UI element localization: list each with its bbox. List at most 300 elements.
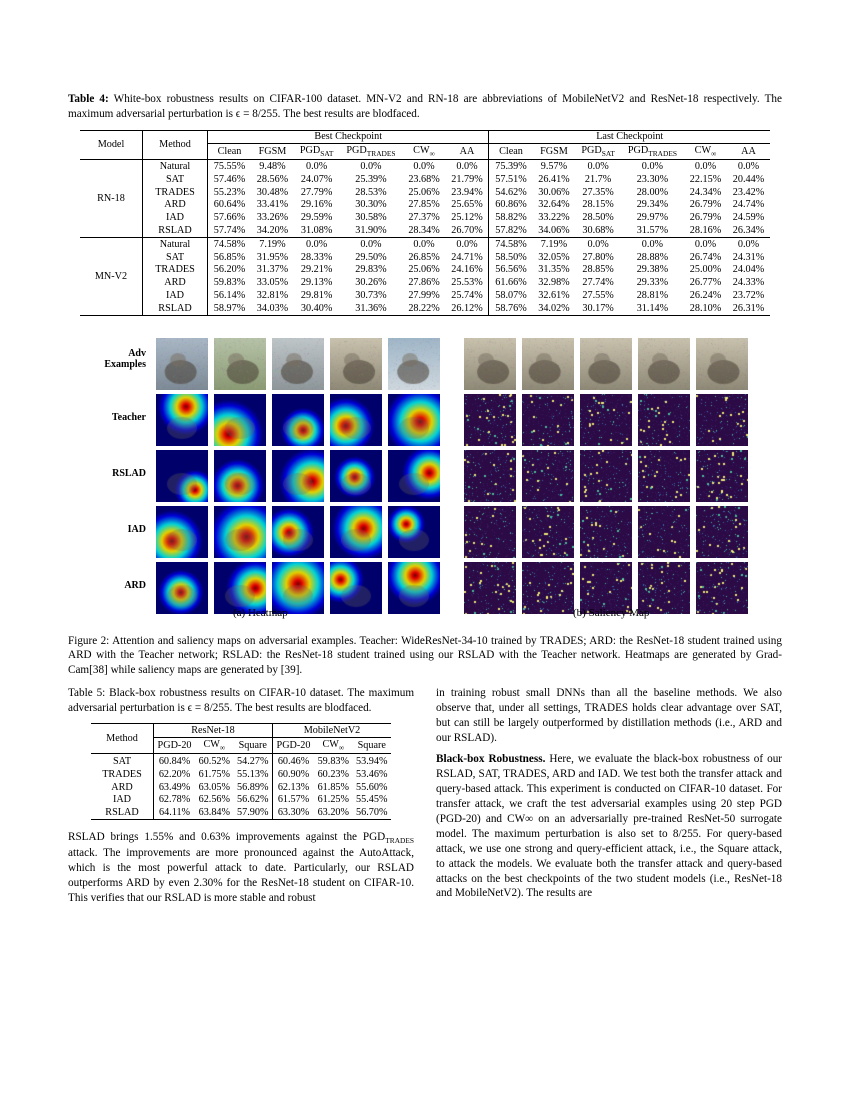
table4 — [68, 130, 782, 316]
table4-value-cell: 24.59% — [732, 212, 765, 224]
figure2-caption-text: Attention and saliency maps on adversarial examples. Teacher: WideResNet-34-10 trained by TRADES; ARD: the ResNet-18 student trained using ARD with the Teacher network; RSLAD: the ResNet-18 student trained using our RSLAD with the Teacher network. Heatmaps are generated by Grad-Cam[38] while saliency maps are generated by [39]. — [68, 634, 782, 677]
table4-value-cell: 9.48% — [259, 161, 286, 173]
table4-value-cell: 60.64% — [208, 199, 252, 212]
table5 — [91, 723, 391, 820]
table5-value-cell: 55.13% — [237, 768, 269, 780]
saliency-map-image — [638, 450, 690, 502]
heatmap-image — [388, 562, 440, 614]
table-row — [80, 263, 770, 276]
table4-value-cell: 34.20% — [251, 224, 294, 237]
adversarial-example-image — [388, 338, 440, 390]
table4-value-cell: 0.0% — [737, 238, 760, 250]
heatmap-image — [272, 394, 324, 446]
table4-value-cell: 33.05% — [256, 277, 289, 289]
adversarial-example-image — [156, 338, 208, 390]
table4-value-cell: 33.26% — [256, 212, 289, 224]
table4-value-cell: 29.81% — [300, 289, 333, 301]
table4-value-cell: 30.17% — [575, 302, 620, 315]
table5-metric-cw-mn: $CW_\infty$ — [314, 738, 352, 754]
table4-metric-aa-last: AA — [727, 144, 770, 160]
table4-value-cell: 23.68% — [408, 173, 440, 185]
table4-value-cell: 20.44% — [732, 173, 765, 185]
saliency-map-image — [580, 506, 632, 558]
table4-value-cell: 75.39% — [489, 160, 533, 173]
left-column — [68, 686, 414, 913]
figure2-row-label: RSLAD — [112, 467, 146, 479]
table4-value-cell: 25.65% — [451, 199, 483, 211]
table5-value-cell: 56.62% — [237, 794, 269, 806]
table5-value-cell: 62.20% — [154, 768, 196, 781]
table4-value-cell: 0.0% — [641, 238, 664, 250]
table-row — [80, 173, 770, 186]
table4-value-cell: 31.35% — [538, 264, 570, 276]
table4-value-cell: 28.33% — [300, 251, 333, 263]
right-body-text — [436, 686, 782, 901]
table4-value-cell: 26.74% — [689, 251, 722, 263]
table4-value-cell: 27.37% — [408, 212, 440, 224]
table4-value-cell: 0.0% — [641, 161, 664, 173]
heatmap-image — [156, 450, 208, 502]
right-paragraph-2 — [436, 752, 782, 901]
table4-method-cell: TRADES — [143, 186, 208, 199]
table4-value-cell: 29.83% — [355, 264, 387, 276]
table5-group-mnv2: MobileNetV2 — [272, 724, 391, 738]
heatmap-image — [330, 562, 382, 614]
saliency-map-image — [696, 506, 748, 558]
table4-value-cell: 27.80% — [582, 251, 614, 263]
left-paragraph: RSLAD brings 1.55% and 0.63% improvements against the $PGD_{TRADES}$ attack. The improvements are more pronounced against the AutoAttack, which is the most powerful attack to date. Particularly, our RSLAD outperforms ARD by even 2.30% for the ResNet-18 student on CIFAR-10. This verifies that our RSLAD is more stable and robust — [68, 831, 414, 904]
table4-group-header-row — [80, 130, 770, 144]
table5-value-cell: 60.23% — [317, 768, 349, 780]
table4-value-cell: 27.85% — [408, 199, 440, 211]
table4-value-cell: 58.07% — [489, 289, 533, 302]
table4-method-cell: Natural — [143, 160, 208, 173]
table4-metric-cw-best: $CW_\infty$ — [403, 144, 446, 160]
table4-value-cell: 23.72% — [732, 289, 765, 301]
heatmap-image — [214, 506, 266, 558]
heatmap-image — [388, 394, 440, 446]
right-paragraph-1: in training robust small DNNs than all the baseline methods. We also observe that, under all settings, TRADES holds clear advantage over SAT, but can still be largely outperformed by distillation methods (i.e., ARD and our RSLAD). — [436, 686, 782, 744]
table5-value-cell: 63.05% — [198, 781, 231, 793]
table4-value-cell: 31.90% — [339, 224, 402, 237]
heatmap-image — [156, 506, 208, 558]
table4-value-cell: 27.79% — [300, 186, 333, 198]
table4-value-cell: 0.0% — [694, 161, 717, 173]
table5-value-cell: 62.13% — [272, 781, 314, 794]
adversarial-example-image — [580, 338, 632, 390]
table4-value-cell: 33.41% — [256, 199, 289, 211]
table4-value-cell: 58.97% — [208, 302, 252, 315]
table4-value-cell: 29.97% — [636, 212, 669, 224]
table4-value-cell: 30.73% — [355, 289, 387, 301]
table-row — [80, 211, 770, 224]
table5-metric-square-rn: Square — [234, 738, 273, 754]
table4-value-cell: 21.79% — [451, 173, 483, 185]
table-row — [91, 754, 391, 768]
heatmap-image — [330, 506, 382, 558]
table4-value-cell: 74.58% — [489, 237, 533, 250]
table4-value-cell: 58.76% — [489, 302, 533, 315]
table4-value-cell: 31.08% — [294, 224, 339, 237]
figure2 — [68, 330, 782, 630]
table5-metric-square-mn: Square — [353, 738, 391, 754]
figure2-subcaption-a: (a) Heatmap — [233, 606, 288, 619]
table4-value-cell: 56.14% — [208, 289, 252, 302]
figure2-row-label: IAD — [127, 523, 146, 535]
table4-value-cell: 34.06% — [532, 224, 575, 237]
table5-metric-pgd20-rn: PGD-20 — [154, 738, 196, 754]
table4-value-cell: 61.66% — [489, 276, 533, 289]
table4-value-cell: 26.79% — [689, 212, 722, 224]
table4-metric-pgdsat-best: $PGD_{SAT}$ — [294, 144, 339, 160]
table4-metric-cw-last: $CW_\infty$ — [684, 144, 727, 160]
table5-value-cell: 56.89% — [237, 781, 269, 793]
adversarial-example-image — [638, 338, 690, 390]
saliency-map-image — [464, 562, 516, 614]
table4-group-last: Last Checkpoint — [489, 130, 770, 144]
table4-value-cell: 0.0% — [360, 238, 382, 250]
table4-value-cell: 31.14% — [621, 302, 684, 315]
table5-method-cell: RSLAD — [91, 806, 154, 819]
table4-value-cell: 32.81% — [256, 289, 289, 301]
table4-caption-prefix: Table 4: — [68, 93, 109, 105]
table4-value-cell: 0.0% — [587, 161, 609, 173]
saliency-map-image — [464, 394, 516, 446]
saliency-map-image — [464, 506, 516, 558]
table4-value-cell: 24.34% — [689, 186, 722, 198]
table4-value-cell: 25.39% — [355, 173, 387, 185]
table4-value-cell: 33.22% — [538, 212, 570, 224]
table4-value-cell: 9.57% — [540, 161, 568, 173]
table4-group-best: Best Checkpoint — [208, 130, 489, 144]
heatmap-image — [272, 506, 324, 558]
table4-metric-pgdtrades-best: $PGD_{TRADES}$ — [339, 144, 402, 160]
table4-value-cell: 21.7% — [584, 173, 612, 185]
table5-value-cell: 57.90% — [234, 806, 273, 819]
table4-value-cell: 56.20% — [208, 263, 252, 276]
table5-value-cell: 64.11% — [154, 806, 196, 819]
table4-value-cell: 28.53% — [355, 186, 387, 198]
table-row — [91, 768, 391, 781]
table4-value-cell: 24.04% — [732, 264, 765, 276]
table4-value-cell: 32.05% — [538, 251, 570, 263]
table-row — [80, 276, 770, 289]
table4-value-cell: 0.0% — [737, 161, 760, 173]
table5-caption-text: Black-box robustness results on CIFAR-10 dataset. The maximum adversarial perturbation is ϵ = 8/255. The best results are blodfaced. — [68, 686, 415, 714]
table5-metric-pgd20-mn: PGD-20 — [272, 738, 314, 754]
table4-value-cell: 25.12% — [451, 212, 483, 224]
adversarial-example-image — [214, 338, 266, 390]
table4-value-cell: 29.50% — [355, 251, 387, 263]
table4-method-cell: SAT — [143, 251, 208, 264]
saliency-map-image — [522, 450, 574, 502]
heatmap-image — [214, 394, 266, 446]
table4-value-cell: 29.38% — [636, 264, 669, 276]
table4-value-cell: 0.0% — [413, 161, 435, 173]
table4-value-cell: 28.85% — [582, 264, 614, 276]
figure2-row-label: Teacher — [111, 411, 146, 423]
table4-value-cell: 26.85% — [408, 251, 440, 263]
table4-value-cell: 60.86% — [489, 199, 533, 212]
table5-method-cell: SAT — [112, 756, 132, 768]
table-row — [80, 289, 770, 302]
table4-value-cell: 23.42% — [732, 186, 765, 198]
adversarial-example-image — [464, 338, 516, 390]
saliency-map-image — [464, 450, 516, 502]
table5-caption — [68, 686, 414, 716]
table4-value-cell: 0.0% — [456, 238, 478, 250]
table4-value-cell: 25.06% — [408, 264, 440, 276]
table4-method-cell: ARD — [143, 199, 208, 212]
right-column — [436, 686, 782, 913]
table-row — [80, 160, 770, 173]
table4-metric-aa-best: AA — [445, 144, 489, 160]
heatmap-image — [156, 394, 208, 446]
table4-value-cell: 30.30% — [355, 199, 387, 211]
table4-value-cell: 56.85% — [208, 251, 252, 264]
table4-value-cell: 28.00% — [636, 186, 669, 198]
table4-col-method: Method — [143, 130, 208, 160]
table4-value-cell: 24.74% — [732, 199, 765, 211]
table4-value-cell: 54.62% — [489, 186, 533, 199]
adversarial-example-image — [272, 338, 324, 390]
table4-value-cell: 25.53% — [451, 277, 483, 289]
table4-value-cell: 30.40% — [294, 302, 339, 315]
table-row — [91, 781, 391, 794]
table4-value-cell: 28.81% — [636, 289, 669, 301]
table4-metric-clean-best: Clean — [208, 144, 252, 160]
table4-value-cell: 29.21% — [300, 264, 333, 276]
table5-value-cell: 54.27% — [237, 756, 269, 768]
table5-value-cell: 62.78% — [154, 793, 196, 806]
table4-value-cell: 0.0% — [305, 161, 328, 173]
table4-value-cell: 24.07% — [300, 173, 333, 185]
figure2-row-label: Adv Examples — [104, 347, 146, 370]
table4-caption-text: White-box robustness results on CIFAR-100 dataset. MN-V2 and RN-18 are abbreviations of MobileNetV2 and ResNet-18 respectively. The maximum adversarial perturbation is ϵ = 8/255. The best results are blodfaced. — [68, 93, 782, 120]
table4-value-cell: 24.31% — [732, 251, 765, 263]
table5-col-method: Method — [91, 724, 154, 754]
table4-value-cell: 27.99% — [408, 289, 440, 301]
table4-metric-fgsm-best: FGSM — [251, 144, 294, 160]
table5-value-cell: 60.84% — [154, 754, 196, 768]
table5-value-cell: 61.75% — [198, 768, 231, 780]
figure2-caption-prefix: Figure 2: — [68, 634, 110, 647]
table-row — [80, 186, 770, 199]
saliency-map-image — [580, 394, 632, 446]
right-heading: Black-box Robustness. — [436, 753, 546, 766]
right-paragraph-2-text: Here, we evaluate the black-box robustness of our RSLAD, SAT, TRADES, ARD and IAD. We test both the transfer attack and query-based attack. This experiment is conducted on CIFAR-10 dataset. For transfer attack, we craft the test adversarial examples using 20 step PGD (PGD-20) and CW∞ on an adversarially pre-trained ResNet-50 surrogate model. The maximum perturbation is also set to 8/255. For query-based attack, we use one strong and query-efficient attack, i.e., the Square attack, to attack the models. We evaluate both the transfer attack and query-based attacks on the best checkpoints of the two student models (i.e., ResNet-18 and MobileNetV2). The results are — [436, 753, 783, 900]
table4-value-cell: 28.56% — [256, 173, 289, 185]
figure2-caption — [68, 634, 782, 678]
table4-value-cell: 26.79% — [689, 199, 722, 211]
table4-value-cell: 31.37% — [256, 264, 289, 276]
table4-value-cell: 24.16% — [451, 264, 483, 276]
table4-value-cell: 58.50% — [489, 251, 533, 264]
table4-value-cell: 26.41% — [538, 173, 570, 185]
saliency-map-image — [696, 394, 748, 446]
table5-value-cell: 53.46% — [356, 768, 388, 780]
table4-value-cell: 27.55% — [582, 289, 614, 301]
saliency-map-image — [522, 506, 574, 558]
heatmap-image — [214, 450, 266, 502]
table4-value-cell: 26.31% — [727, 302, 770, 315]
table4-value-cell: 31.36% — [339, 302, 402, 315]
table4-value-cell: 24.71% — [451, 251, 483, 263]
table4-value-cell: 32.98% — [538, 277, 570, 289]
table4-value-cell: 55.23% — [208, 186, 252, 199]
heatmap-image — [388, 450, 440, 502]
table4-value-cell: 59.83% — [208, 276, 252, 289]
table4-value-cell: 30.58% — [355, 212, 387, 224]
table4-value-cell: 25.06% — [408, 186, 440, 198]
table4-value-cell: 57.82% — [489, 224, 533, 237]
table4-value-cell: 22.15% — [689, 173, 722, 185]
table4-value-cell: 28.88% — [636, 251, 669, 263]
table4-value-cell: 0.0% — [456, 161, 478, 173]
table5-value-cell: 63.84% — [195, 806, 233, 819]
table4-value-cell: 7.19% — [259, 238, 286, 250]
table5-value-cell: 61.25% — [317, 794, 349, 806]
heatmap-image — [156, 562, 208, 614]
table5-group-rn18: ResNet-18 — [154, 724, 273, 738]
table5-value-cell: 59.83% — [317, 756, 349, 768]
table4-caption — [68, 92, 782, 122]
table4-value-cell: 28.10% — [684, 302, 727, 315]
table4-value-cell: 30.68% — [575, 224, 620, 237]
table4-method-cell: SAT — [143, 173, 208, 186]
table4-value-cell: 0.0% — [694, 238, 717, 250]
table4-value-cell: 29.33% — [636, 277, 669, 289]
table4-value-cell: 23.30% — [636, 173, 669, 185]
saliency-map-image — [638, 506, 690, 558]
saliency-map-image — [696, 450, 748, 502]
table4-value-cell: 26.77% — [689, 277, 722, 289]
table4-value-cell: 34.03% — [251, 302, 294, 315]
table4-value-cell: 29.59% — [300, 212, 333, 224]
heatmap-image — [388, 506, 440, 558]
table4-method-cell: ARD — [143, 276, 208, 289]
table4-value-cell: 0.0% — [413, 238, 435, 250]
table5-method-cell: IAD — [112, 794, 132, 806]
adversarial-example-image — [696, 338, 748, 390]
adversarial-example-image — [330, 338, 382, 390]
table4-method-cell: TRADES — [143, 263, 208, 276]
table4-value-cell: 24.33% — [732, 277, 765, 289]
table4-value-cell: 34.02% — [532, 302, 575, 315]
table4-value-cell: 0.0% — [360, 161, 382, 173]
table5-value-cell: 63.30% — [272, 806, 314, 819]
table5-method-cell: ARD — [111, 781, 133, 793]
table4-method-cell: RSLAD — [143, 302, 208, 315]
table-row — [80, 199, 770, 212]
table4-model-cell: RN-18 — [80, 160, 143, 238]
table4-metric-fgsm-last: FGSM — [532, 144, 575, 160]
table4-method-cell: IAD — [143, 289, 208, 302]
paper-page — [68, 92, 782, 913]
table4-value-cell: 57.51% — [489, 173, 533, 186]
figure2-subcaption-b: (b) Saliency Map — [573, 606, 650, 619]
table5-value-cell: 53.94% — [356, 756, 388, 768]
table4-grid — [80, 130, 770, 316]
table-row — [91, 793, 391, 806]
table4-value-cell: 26.24% — [689, 289, 722, 301]
table5-group-header-row — [91, 724, 391, 738]
table4-value-cell: 28.16% — [684, 224, 727, 237]
table4-value-cell: 23.94% — [451, 186, 483, 198]
table4-value-cell: 28.34% — [403, 224, 446, 237]
table4-value-cell: 30.48% — [256, 186, 289, 198]
table4-value-cell: 26.34% — [727, 224, 770, 237]
table4-value-cell: 25.74% — [451, 289, 483, 301]
table4-value-cell: 30.26% — [355, 277, 387, 289]
heatmap-image — [272, 450, 324, 502]
table4-value-cell: 25.00% — [689, 264, 722, 276]
table4-value-cell: 56.56% — [489, 263, 533, 276]
table4-value-cell: 58.82% — [489, 211, 533, 224]
table4-value-cell: 31.95% — [256, 251, 289, 263]
table-row — [80, 224, 770, 237]
saliency-map-image — [522, 562, 574, 614]
table4-value-cell: 0.0% — [305, 238, 328, 250]
table5-value-cell: 60.90% — [272, 768, 314, 781]
table4-value-cell: 29.34% — [636, 199, 669, 211]
saliency-map-image — [696, 562, 748, 614]
saliency-map-image — [522, 394, 574, 446]
heatmap-image — [330, 394, 382, 446]
table-row — [91, 806, 391, 819]
table5-caption-prefix: Table 5: — [68, 686, 106, 699]
table4-value-cell: 57.74% — [208, 224, 252, 237]
saliency-map-image — [580, 450, 632, 502]
table4-value-cell: 28.15% — [582, 199, 614, 211]
table-row — [80, 302, 770, 315]
table4-value-cell: 75.55% — [208, 160, 252, 173]
table4-value-cell: 29.13% — [300, 277, 333, 289]
table5-metric-cw-rn: $CW_\infty$ — [195, 738, 233, 754]
heatmap-image — [330, 450, 382, 502]
table4-method-cell: RSLAD — [143, 224, 208, 237]
table5-value-cell: 60.46% — [272, 754, 314, 768]
table4-value-cell: 7.19% — [540, 238, 568, 250]
table4-value-cell: 26.12% — [445, 302, 489, 315]
table5-value-cell: 61.57% — [272, 793, 314, 806]
table4-col-model: Model — [80, 130, 143, 160]
saliency-map-image — [638, 394, 690, 446]
table5-value-cell: 62.56% — [198, 794, 231, 806]
table4-metric-pgdsat-last: $PGD_{SAT}$ — [575, 144, 620, 160]
table5-value-cell: 63.49% — [154, 781, 196, 794]
table4-value-cell: 27.86% — [408, 277, 440, 289]
table4-value-cell: 0.0% — [587, 238, 609, 250]
table5-value-cell: 55.60% — [356, 781, 388, 793]
table5-value-cell: 55.45% — [356, 794, 388, 806]
table4-value-cell: 28.50% — [582, 212, 614, 224]
table4-model-cell: MN-V2 — [80, 237, 143, 315]
table5-value-cell: 56.70% — [353, 806, 391, 819]
table4-method-cell: IAD — [143, 211, 208, 224]
table4-value-cell: 57.46% — [208, 173, 252, 186]
bottom-columns — [68, 686, 782, 913]
table4-value-cell: 27.35% — [582, 186, 614, 198]
figure2-row-label: ARD — [124, 579, 146, 591]
table4-value-cell: 32.64% — [538, 199, 570, 211]
table4-value-cell: 26.70% — [445, 224, 489, 237]
table5-method-cell: TRADES — [102, 768, 142, 780]
table5-value-cell: 61.85% — [317, 781, 349, 793]
table-row — [80, 237, 770, 250]
table5-value-cell: 63.20% — [314, 806, 352, 819]
table4-value-cell: 30.06% — [538, 186, 570, 198]
